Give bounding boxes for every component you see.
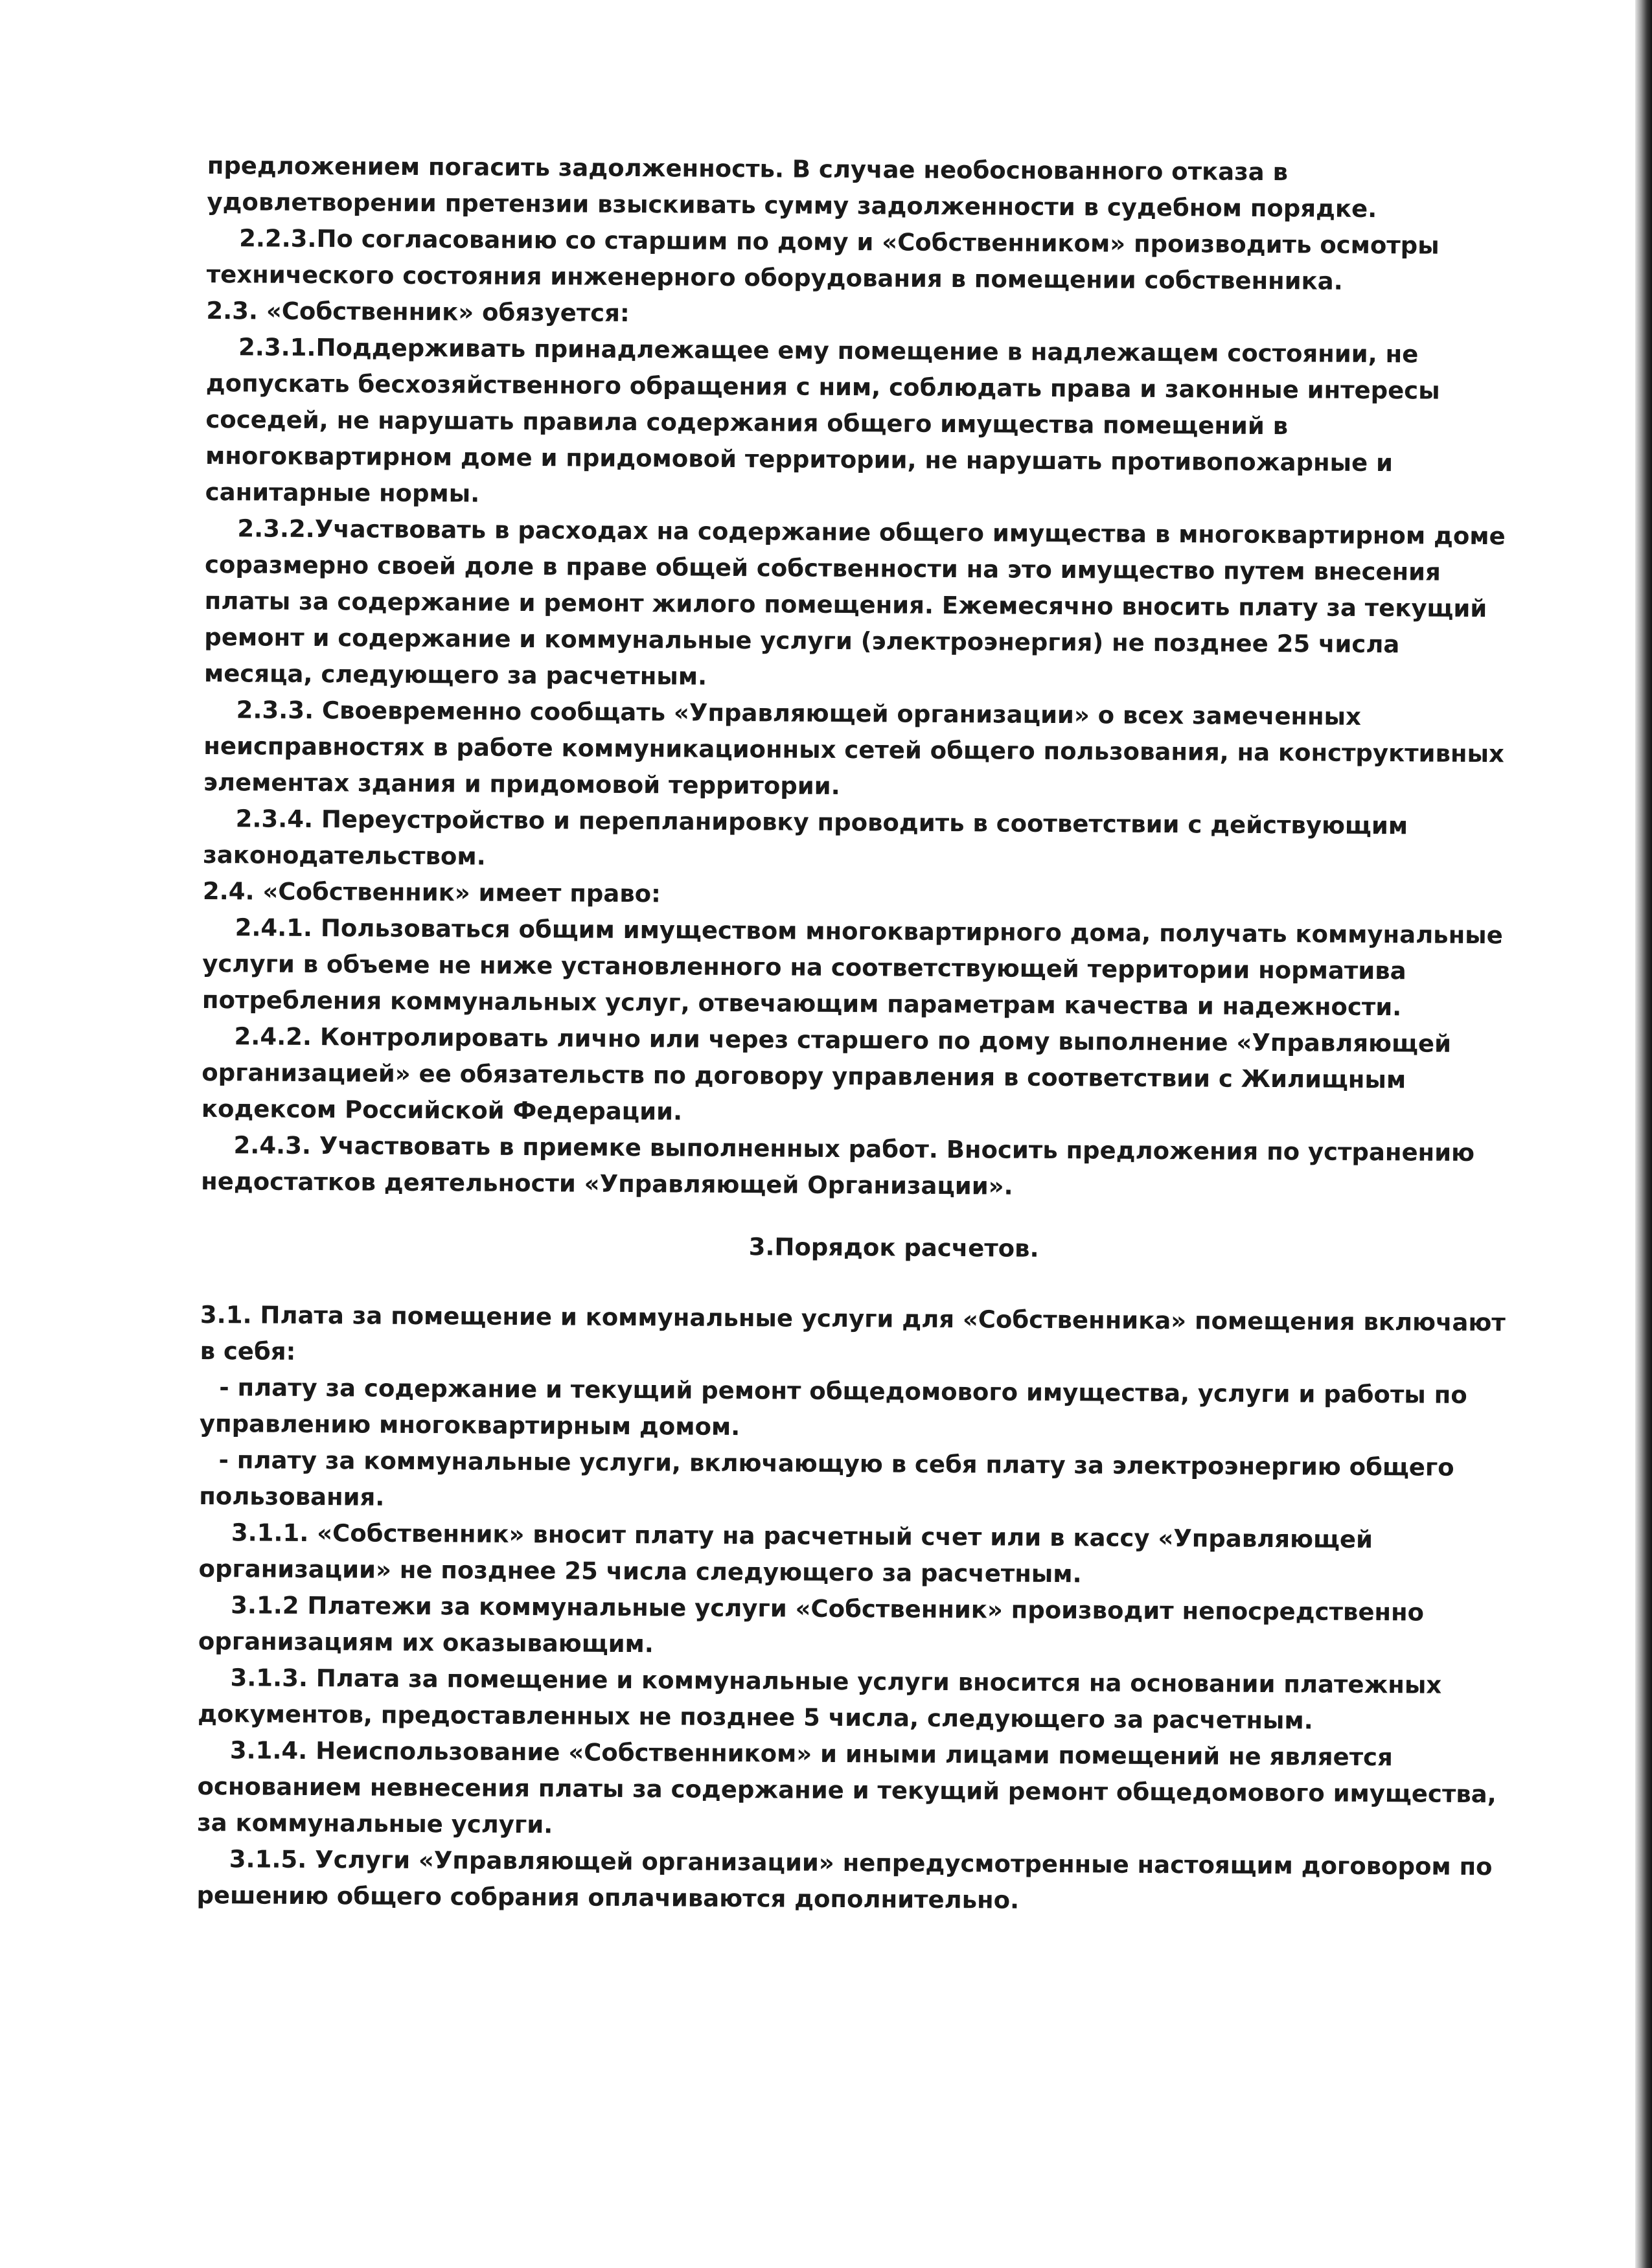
clause-3-1-5: 3.1.5. Услуги «Управляющей организации» непредусмотренные настоящим договором по решению общего собрания оплачиваются дополнительно.: [196, 1845, 1493, 1914]
paragraph-debt-claim: предложением погасить задолженность. В случае необоснованного отказа в удовлетворении претензии взыскивать сумму задолженности в судебном порядке.: [207, 151, 1377, 223]
document-page: [196, 148, 1516, 1921]
clause-2-3-heading: 2.3. «Собственник» обязуется:: [206, 296, 630, 327]
clause-3-1-item-utilities: - плату за коммунальные услуги, включающую в себя плату за электроэнергию общего пользования.: [199, 1446, 1454, 1511]
clause-2-3-3: 2.3.3. Своевременно сообщать «Управляющей организации» о всех замеченных неисправностях в работе коммуникационных сетей общего пользования, на конструктивных элементах здания и придомовой территории.: [203, 696, 1504, 800]
clause-2-4-heading: 2.4. «Собственник» имеет право:: [202, 876, 661, 908]
clause-2-3-4: 2.3.4. Переустройство и перепланировку проводить в соответствии с действующим законодательством.: [203, 805, 1408, 871]
scan-shadow-edge: [1635, 0, 1652, 2268]
clause-3-1-1: 3.1.1. «Собственник» вносит плату на расчетный счет или в кассу «Управляющей организации» не позднее 25 числа следующего за расчетным.: [198, 1518, 1373, 1588]
clause-2-4-1: 2.4.1. Пользоваться общим имуществом многоквартирного дома, получать коммунальные услуги в объеме не ниже установленного на соответствующей территории норматива потребления коммунальных услуг, отвечающим параметрам качества и надежности.: [201, 913, 1503, 1022]
clause-3-1: 3.1. Плата за помещение и коммунальные услуги для «Собственника» помещения включают в себя:: [200, 1300, 1506, 1366]
ink-speck: [657, 645, 665, 652]
clause-2-4-2: 2.4.2. Контролировать лично или через старшего по дому выполнение «Управляющей организацией» ее обязательств по договору управления в соответствии с Жилищным кодексом Российской Федерации.: [201, 1022, 1452, 1126]
clause-2-3-1: 2.3.1.Поддерживать принадлежащее ему помещение в надлежащем состоянии, не допускать бесхозяйственного обращения с ним, соблюдать права и законные интересы соседей, не нарушать правила содержания общего имущества помещений в многоквартирном доме и придомовой территории, не нарушать противопожарные и санитарные нормы.: [205, 333, 1440, 508]
clause-3-1-3: 3.1.3. Плата за помещение и коммунальные услуги вносится на основании платежных документов, предоставленных не позднее 5 числа, следующего за расчетным.: [198, 1664, 1442, 1735]
clause-2-2-3: 2.2.3.По согласованию со старшим по дому и «Собственником» производить осмотры технического состояния инженерного оборудования в помещении собственника.: [206, 224, 1440, 295]
clause-2-4-3: 2.4.3. Участвовать в приемке выполненных работ. Вносить предложения по устранению недостатков деятельности «Управляющей Организации».: [201, 1131, 1475, 1200]
section-3-title: 3.Порядок расчетов.: [748, 1233, 1039, 1263]
clause-3-1-4: 3.1.4. Неиспользование «Собственником» и иными лицами помещений не является основанием невнесения платы за содержание и текущий ремонт общедомового имущества, за коммунальные услуги.: [197, 1736, 1497, 1839]
clause-3-1-2: 3.1.2 Платежи за коммунальные услуги «Собственник» производит непосредственно организациям их оказывающим.: [198, 1591, 1425, 1658]
clause-3-1-item-maintenance: - плату за содержание и текущий ремонт общедомового имущества, услуги и работы по управлению многоквартирным домом.: [199, 1373, 1467, 1441]
clause-2-3-2: 2.3.2.Участвовать в расходах на содержание общего имущества в многоквартирном доме соразмерно своей доле в праве общей собственности на это имущество путем внесения платы за содержание и ремонт жилого помещения. Ежемесячно вносить плату за текущий ремонт и содержание и коммунальные услуги (электроэнергия) не позднее 25 числа месяца, следующего за расчетным.: [203, 514, 1506, 691]
